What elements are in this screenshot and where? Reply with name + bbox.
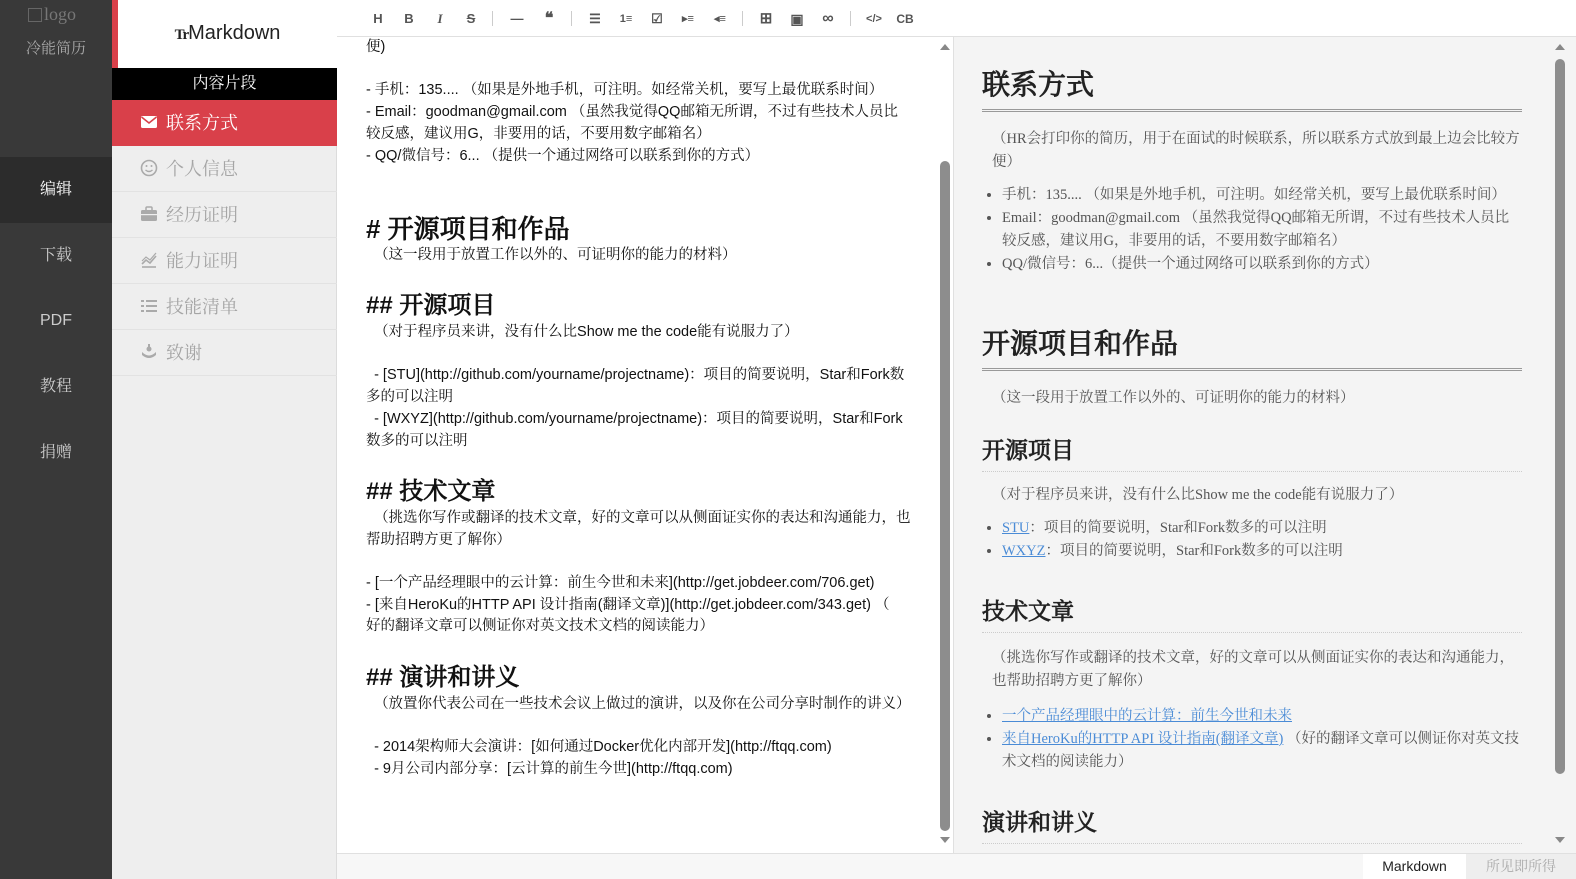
editor-line: - 9月公司内部分享：[云计算的前生今世](http://ftqq.com): [366, 760, 733, 777]
editor-line: 好的翻译文章可以侧证你对英文技术文档的阅读能力）: [366, 618, 714, 635]
italic-icon[interactable]: I: [437, 11, 443, 26]
sidebar-item-contact[interactable]: [112, 100, 337, 146]
list-item-text: ：项目的简要说明，Star和Fork数多的可以注明: [1045, 543, 1343, 559]
editor-line: 便): [366, 39, 386, 55]
sidebar-title-text: Markdown: [188, 22, 281, 44]
outdent-icon[interactable]: ◂≡: [714, 13, 726, 25]
editor-content[interactable]: [366, 37, 918, 781]
project-link-wxyz[interactable]: WXYZ: [1002, 543, 1046, 559]
horizontal-rule-icon[interactable]: —: [510, 11, 524, 26]
main-nav: [0, 0, 112, 879]
editor-line: （这一段用于放置工作以外的、可证明你的能力的材料）: [366, 246, 737, 263]
ordered-list-icon[interactable]: 1≡: [619, 13, 633, 25]
preview-h1-oss: 开源项目和作品: [982, 322, 1522, 371]
task-list-icon[interactable]: ☑: [651, 11, 663, 26]
preview-content: [982, 37, 1522, 844]
preview-article-list: [982, 705, 1522, 774]
list-item: • Email：goodman@gmail.com （虽然我觉得QQ邮箱无所谓，不过有些技术人员比较反感，建议用G，非要用的话，不要用数字邮箱名）: [1002, 207, 1522, 253]
preview-h2-projects: 开源项目: [982, 432, 1522, 472]
logo[interactable]: [28, 4, 76, 25]
list-icon: [140, 297, 158, 315]
nav-item-tutorial[interactable]: 教程: [39, 378, 72, 395]
list-item: • 手机：135.... （如果是外地手机，可注明。如经常关机，要写上最优联系时间）: [1002, 184, 1522, 207]
sidebar-item-label: 联系方式: [166, 113, 238, 133]
markdown-preview: [953, 37, 1550, 853]
broken-image-icon: [28, 8, 42, 22]
toolbar-divider: [492, 11, 493, 26]
sidebar-item-skills[interactable]: [112, 284, 337, 330]
preview-paragraph: （这一段用于放置工作以外的、可证明你的能力的材料）: [992, 390, 1355, 406]
section-header: 内容片段: [112, 68, 337, 100]
editor-heading-line: # 开源项目和作品: [366, 213, 570, 244]
sidebar-header: [112, 0, 337, 68]
preview-project-list: [982, 517, 1522, 563]
envelope-icon: [140, 113, 158, 131]
sidebar-title: [118, 22, 337, 45]
sidebar-item-personal-info[interactable]: [112, 146, 337, 192]
editor-line: [366, 344, 918, 366]
editor-line: - Email：goodman@gmail.com （虽然我觉得QQ邮箱无所谓，不过有些技术人员比: [366, 104, 898, 121]
editor-line: [366, 59, 918, 81]
sidebar-item-ability[interactable]: [112, 238, 337, 284]
toolbar-divider: [742, 11, 743, 26]
editor-line: - 2014架构师大会演讲：[如何通过Docker优化内部开发](http://ftqq.com): [366, 739, 832, 756]
article-link-heroku[interactable]: 来自HeroKu的HTTP API 设计指南(翻译文章): [1002, 731, 1284, 747]
list-item: [1002, 540, 1522, 563]
indent-icon[interactable]: ▸≡: [682, 13, 694, 25]
editor-line: [366, 189, 918, 211]
scroll-up-icon[interactable]: [1555, 44, 1565, 50]
scrollbar-thumb[interactable]: [1555, 59, 1565, 774]
code-block-icon[interactable]: CB: [896, 12, 914, 26]
editor-line: [366, 638, 918, 660]
list-item: [1002, 728, 1522, 774]
sidebar-item-experience[interactable]: [112, 192, 337, 238]
hand-icon: [140, 343, 158, 361]
heading-icon[interactable]: H: [373, 11, 383, 26]
editor-heading-line: ## 开源项目: [366, 292, 496, 320]
editor-line: 数多的可以注明: [366, 432, 468, 449]
editor-line: - QQ/微信号：6... （提供一个通过网络可以联系到你的方式）: [366, 147, 760, 164]
markdown-editor[interactable]: [337, 37, 953, 853]
sidebar-item-label: 个人信息: [166, 159, 238, 179]
nav-item-edit[interactable]: 编辑: [0, 157, 112, 223]
image-icon[interactable]: ▣: [790, 11, 804, 27]
sidebar-item-label: 经历证明: [166, 205, 238, 225]
preview-h2-articles: 技术文章: [982, 593, 1522, 633]
editor-line: - [STU](http://github.com/yourname/projectname)：项目的简要说明，Star和Fork数: [366, 367, 905, 384]
sidebar-item-label: 致谢: [166, 343, 202, 363]
smiley-icon: [140, 159, 158, 177]
editor-line: - [WXYZ](http://github.com/yourname/projectname)：项目的简要说明，Star和Fork: [366, 410, 903, 427]
editor-line: [366, 716, 918, 738]
scroll-up-icon[interactable]: [940, 44, 950, 50]
sidebar-item-label: 能力证明: [166, 251, 238, 271]
toolbar-divider: [571, 11, 572, 26]
project-link-stu[interactable]: STU: [1002, 520, 1030, 536]
editor-heading-line: ## 技术文章: [366, 477, 496, 505]
table-icon[interactable]: ⊞: [759, 10, 773, 27]
unordered-list-icon[interactable]: ☰: [589, 11, 601, 26]
toolbar-divider: [850, 11, 851, 26]
logo-alt-text: logo: [44, 4, 77, 24]
brand-name: 冷能简历: [25, 40, 86, 57]
scroll-down-icon[interactable]: [940, 837, 950, 843]
editor-line: - [来自HeroKu的HTTP API 设计指南(翻译文章)](http://get.jobdeer.com/343.get) （: [366, 596, 890, 613]
sidebar-item-label: 技能清单: [166, 297, 238, 317]
editor-line: （放置你代表公司在一些技术会议上做过的演讲，以及你在公司分享时制作的讲义）: [366, 695, 911, 712]
tab-markdown[interactable]: Markdown: [1363, 854, 1466, 879]
preview-h2-talks: 演讲和讲义: [982, 804, 1522, 844]
link-icon[interactable]: ∞: [822, 10, 834, 27]
editor-toolbar: [337, 0, 1576, 37]
editor-heading-line: ## 演讲和讲义: [366, 663, 520, 691]
chart-icon: [140, 251, 158, 269]
bold-icon[interactable]: B: [404, 11, 414, 26]
mode-tabs: [337, 853, 1576, 879]
editor-line: 帮助招聘方更了解你）: [366, 531, 511, 548]
preview-h1-contact: 联系方式: [982, 63, 1522, 112]
editor-scrollbar[interactable]: [938, 37, 953, 853]
list-item-text: ：项目的简要说明，Star和Fork数多的可以注明: [1029, 520, 1327, 536]
editor-line: [366, 167, 918, 189]
scroll-down-icon[interactable]: [1555, 837, 1565, 843]
preview-paragraph: （对于程序员来讲，没有什么比Show me the code能有说服力了）: [992, 487, 1404, 503]
editor-line: [366, 551, 918, 573]
text-type-icon: Tr: [174, 27, 189, 43]
editor-line: 较反感，建议用G，非要用的话，不要用数字邮箱名）: [366, 125, 711, 142]
editor-line: [366, 452, 918, 474]
list-item: [1002, 705, 1522, 728]
editor-line: （对于程序员来讲，没有什么比Show me the code能有说服力了）: [366, 324, 799, 341]
editor-line: （挑选你写作或翻译的技术文章，好的文章可以从侧面证实你的表达和沟通能力，也: [366, 509, 911, 526]
preview-contact-list: [982, 184, 1522, 276]
editor-line: - [一个产品经理眼中的云计算：前生今世和未来](http://get.jobdeer.com/706.get): [366, 575, 875, 592]
sidebar-item-thanks[interactable]: [112, 330, 337, 376]
list-item: • QQ/微信号：6...（提供一个通过网络可以联系到你的方式）: [1002, 253, 1522, 276]
preview-paragraph: （HR会打印你的简历，用于在面试的时候联系，所以联系方式放到最上边会比较方便）: [992, 131, 1520, 170]
preview-paragraph: （挑选你写作或翻译的技术文章，好的文章可以从侧面证实你的表达和沟通能力，也帮助招聘方更了解你）: [992, 650, 1514, 689]
code-icon[interactable]: </>: [866, 13, 882, 25]
briefcase-icon: [140, 205, 158, 223]
nav-item-pdf[interactable]: PDF: [40, 312, 72, 329]
editor-line: [366, 266, 918, 288]
nav-item-donate[interactable]: 捐赠: [39, 444, 72, 461]
list-item-text: （好的翻译文章可以侧证你对英文技术文档的阅读能力）: [1002, 731, 1520, 770]
list-item: [1002, 517, 1522, 540]
quote-icon[interactable]: ❝: [544, 10, 554, 27]
section-sidebar: [112, 0, 337, 879]
article-link-cloud[interactable]: 一个产品经理眼中的云计算：前生今世和未来: [1002, 708, 1292, 724]
preview-scrollbar[interactable]: [1550, 37, 1576, 853]
tab-wysiwyg[interactable]: 所见即所得: [1466, 854, 1576, 879]
scrollbar-thumb[interactable]: [940, 161, 950, 831]
nav-item-download[interactable]: 下载: [39, 247, 72, 264]
editor-line: - 手机：135.... （如果是外地手机，可注明。如经常关机，要写上最优联系时间）: [366, 82, 884, 99]
strikethrough-icon[interactable]: S: [466, 11, 476, 26]
editor-line: 多的可以注明: [366, 389, 453, 406]
